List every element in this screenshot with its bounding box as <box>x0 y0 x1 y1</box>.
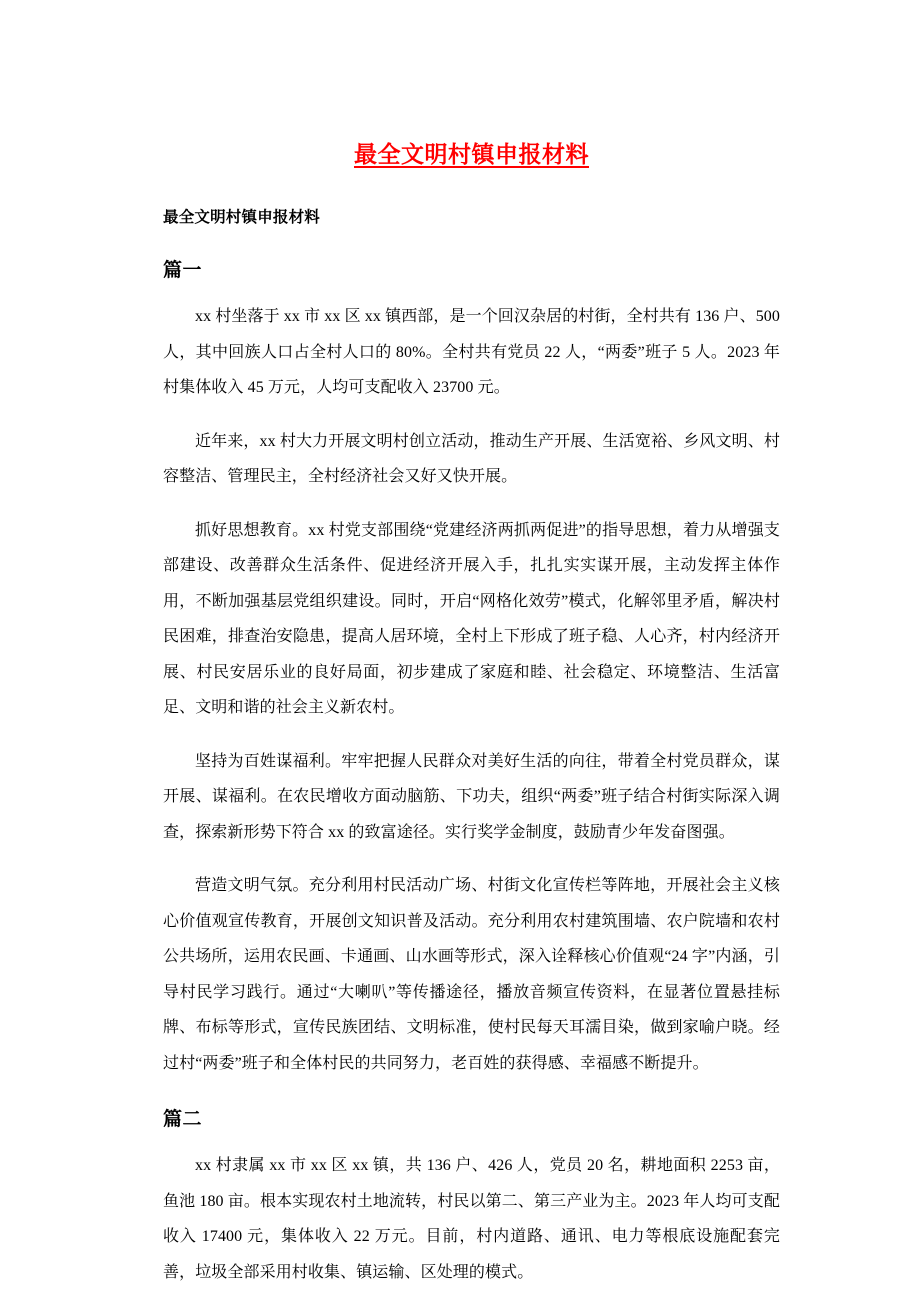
page-title <box>163 0 780 170</box>
paragraph: 抓好思想教育。xx 村党支部围绕“党建经济两抓两促进”的指导思想，着力从增强支部建设、改善群众生活条件、促进经济开展入手，扎扎实实谋开展，主动发挥主体作用，不断加强基层党组织建设。同时，开启“网格化效劳”模式，化解邻里矛盾，解决村民困难，排查治安隐患，提高人居环境，全村上下形成了班子稳、人心齐，村内经济开展、村民安居乐业的良好局面，初步建成了家庭和睦、社会稳定、环境整洁、生活富足、文明和谐的社会主义新农村。 <box>163 521 780 716</box>
section-heading-2: 篇二 <box>163 1109 203 1130</box>
paragraph: xx 村隶属 xx 市 xx 区 xx 镇，共 136 户、426 人，党员 20 名，耕地面积 2253 亩，鱼池 180 亩。根本实现农村土地流转，村民以第二、第三产业为主。2023 年人均可支配收入 17400 元，集体收入 22 万元。目前，村内道路、通讯、电力等根底设施配套完善，垃圾全部采用村收集、镇运输、区处理的模式。 <box>163 1157 780 1281</box>
page-title-text: 最全文明村镇申报材料 <box>354 142 589 167</box>
section-heading-1: 篇一 <box>163 260 203 281</box>
document-subheading: 最全文明村镇申报材料 <box>163 209 321 226</box>
document-content <box>163 0 780 1290</box>
paragraph: xx 村坐落于 xx 市 xx 区 xx 镇西部，是一个回汉杂居的村街，全村共有 136 户、500 人，其中回族人口占全村人口的 80%。全村共有党员 22 人，“两委”班子 5 人。2023 年村集体收入 45 万元，人均可支配收入 23700 元。 <box>163 308 781 396</box>
paragraph: 营造文明气氛。充分利用村民活动广场、村街文化宣传栏等阵地，开展社会主义核心价值观宣传教育，开展创文知识普及活动。充分利用农村建筑围墙、农户院墙和农村公共场所，运用农民画、卡通画、山水画等形式，深入诠释核心价值观“24 字”内涵，引导村民学习践行。通过“大喇叭”等传播途径，播放音频宣传资料，在显著位置悬挂标牌、布标等形式，宣传民族团结、文明标准，使村民每天耳濡目染，做到家喻户晓。经过村“两委”班子和全体村民的共同努力，老百姓的获得感、幸福感不断提升。 <box>163 877 780 1072</box>
paragraph: 坚持为百姓谋福利。牢牢把握人民群众对美好生活的向往，带着全村党员群众，谋开展、谋福利。在农民增收方面动脑筋、下功夫，组织“两委”班子结合村街实际深入调查，探索新形势下符合 xx 的致富途径。实行奖学金制度，鼓励青少年发奋图强。 <box>163 752 780 841</box>
paragraph: 近年来，xx 村大力开展文明村创立活动，推动生产开展、生活宽裕、乡风文明、村容整洁、管理民主，全村经济社会又好又快开展。 <box>163 432 780 485</box>
